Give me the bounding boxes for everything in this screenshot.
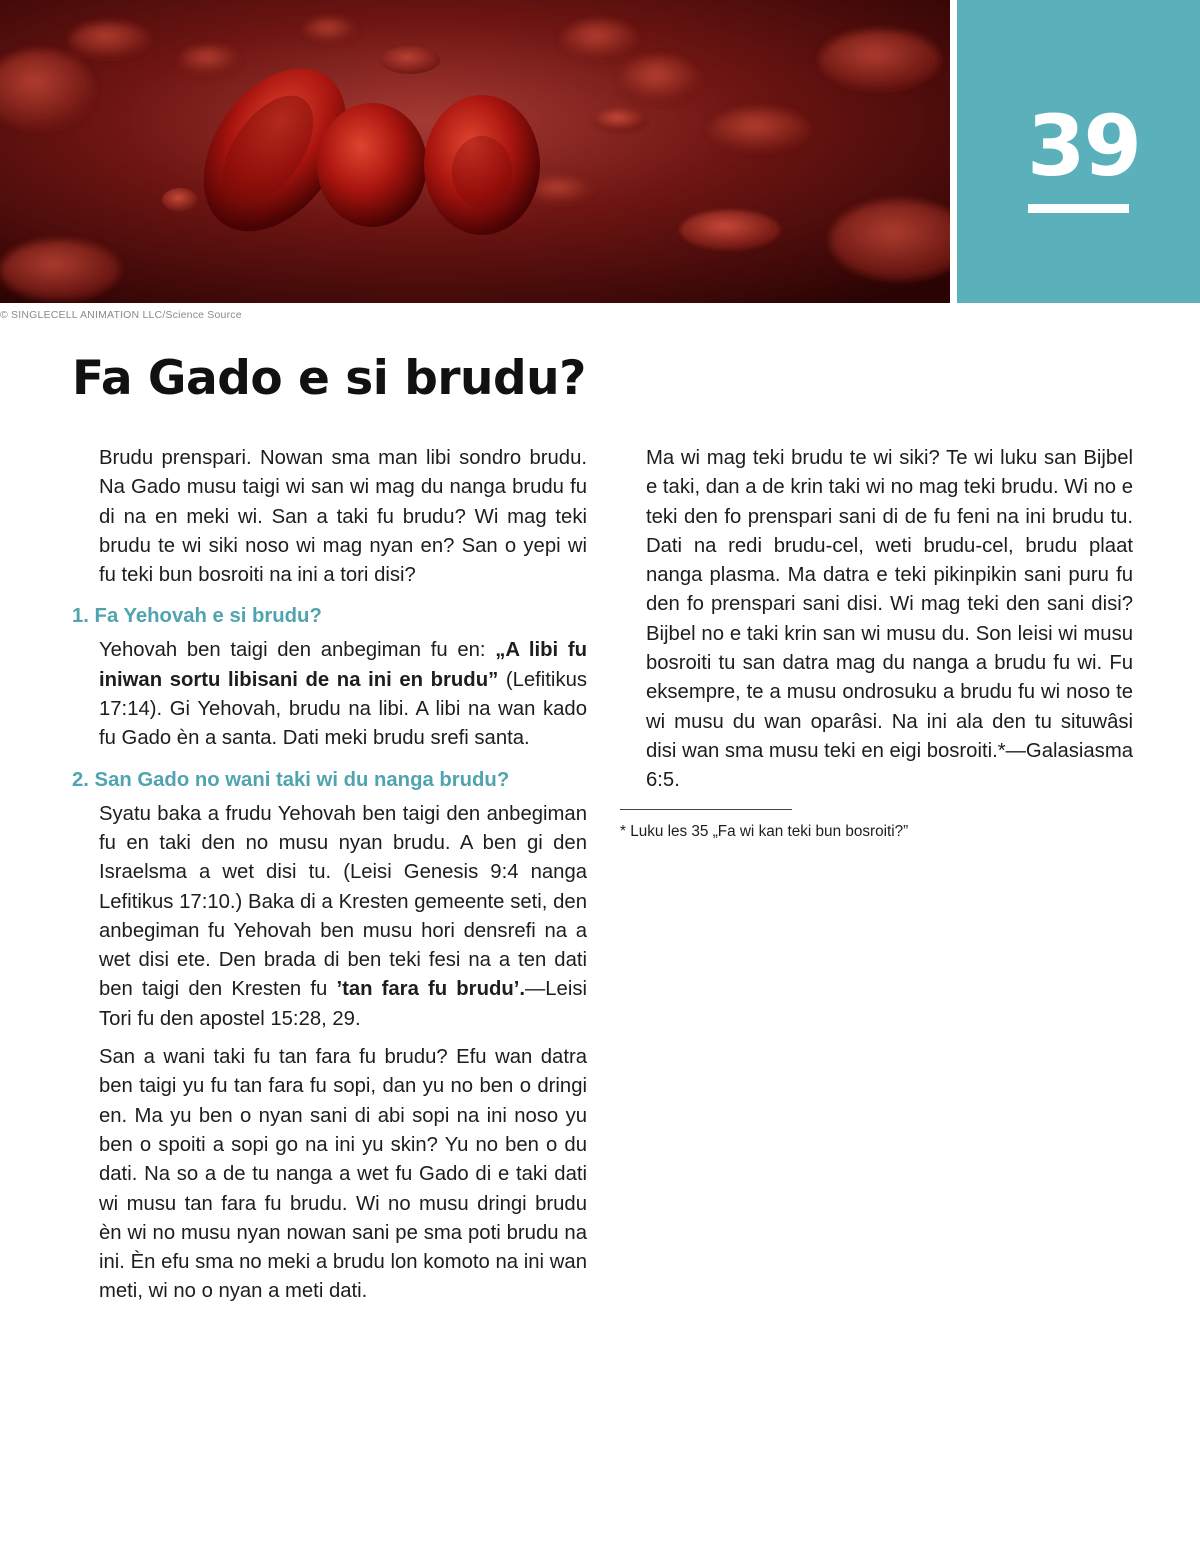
hero-image [0, 0, 950, 303]
question-2-paragraph-2: San a wani taki fu tan fara fu brudu? Efu wan datra ben taigi yu fu tan fara fu sopi, dan yu no ben o dringi en. Ma yu ben o nyan sani di abi sopi na ini noso yu ben o spoiti a sopi go na ini yu skin? Yu no ben o du dati. Na so a de tu nanga a wet fu Gado di e taki dati wi musu tan fara fu brudu. Wi no musu dringi brudu èn wi no musu nyan nowan sani pe sma poti brudu na ini. Èn efu sma no meki a brudu lon komoto na ini wan meti, wi no o nyan a meti dati. [99, 1046, 587, 1303]
question-1-heading: 1. Fa Yehovah e si brudu? [72, 605, 322, 628]
lesson-number-box [957, 0, 1200, 303]
blood-cells-illustration [0, 0, 950, 303]
question-2-paragraph-1 [99, 800, 587, 1034]
left-column [72, 444, 587, 1316]
q2-p1-pre: Syatu baka a frudu Yehovah ben taigi den anbegiman fu en taki den no musu nyan brudu. A ben gi den Israelsma a wet disi tu. (Leisi Genesis 9:4 nanga Lefitikus 17:10.) Baka di a Kresten gemeente seti, den anbegiman fu Yehovah ben musu hori densrefi na a wet disi ete. Den brada di ben teki fesi na a ten dati ben taigi den Kresten fu [99, 802, 587, 1001]
q1-text-bold: „A libi fu iniwan sortu libisani de na ini en brudu” [99, 639, 587, 691]
q1-text-pre: Yehovah ben taigi den anbegiman fu en: [99, 639, 496, 662]
q2-p1-post: —Leisi Tori fu den apostel 15:28, 29. [99, 978, 587, 1030]
q1-text-post: (Lefitikus 17:14). Gi Yehovah, brudu na libi. A libi na wan kado fu Gado èn a santa. Dati meki brudu srefi santa. [99, 668, 588, 750]
question-1-paragraph [99, 636, 587, 753]
q2-p1-bold: ’tan fara fu brudu’. [336, 978, 525, 1001]
right-column [620, 444, 1133, 842]
footnote-divider [620, 809, 792, 810]
intro-paragraph: Brudu prenspari. Nowan sma man libi sondro brudu. Na Gado musu taigi wi san wi mag du nanga brudu fu di na en meki wi. San a taki fu brudu? Wi mag teki brudu te wi siki noso wi mag nyan en? San o yepi wi fu teki bun bosroiti na ini a tori disi? [99, 447, 587, 587]
image-credit: © SINGLECELL ANIMATION LLC/Science Source [0, 309, 242, 321]
question-2-paragraph-3: Ma wi mag teki brudu te wi siki? Te wi luku san Bijbel e taki, dan a de krin taki wi no mag teki brudu. Wi no e teki den fo prenspari sani di de fu feni na ini brudu tu. Dati na redi brudu-cel, weti brudu-cel, brudu plaat nanga plasma. Ma datra e teki pikinpikin sani puru fu den fo prenspari sani disi. Wi mag teki den sani disi? Bijbel no e taki krin san wi musu du. Son leisi wi musu bosroiti tu san datra mag du nanga a brudu fu wi. Fu eksempre, te a musu ondrosuku a brudu fu wi noso te wi musu du wan oparâsi. Na ini ala den tu situwâsi disi wan sma musu teki en eigi bosroiti.*—Galasiasma 6:5. [646, 447, 1133, 792]
footnote: * Luku les 35 „Fa wi kan teki bun bosroiti?” [620, 822, 909, 840]
question-2-heading: 2. San Gado no wani taki wi du nanga brudu? [72, 768, 510, 791]
page-title: Fa Gado e si brudu? [72, 351, 586, 406]
lesson-number-underline [1028, 204, 1129, 213]
lesson-number: 39 [1027, 97, 1140, 195]
